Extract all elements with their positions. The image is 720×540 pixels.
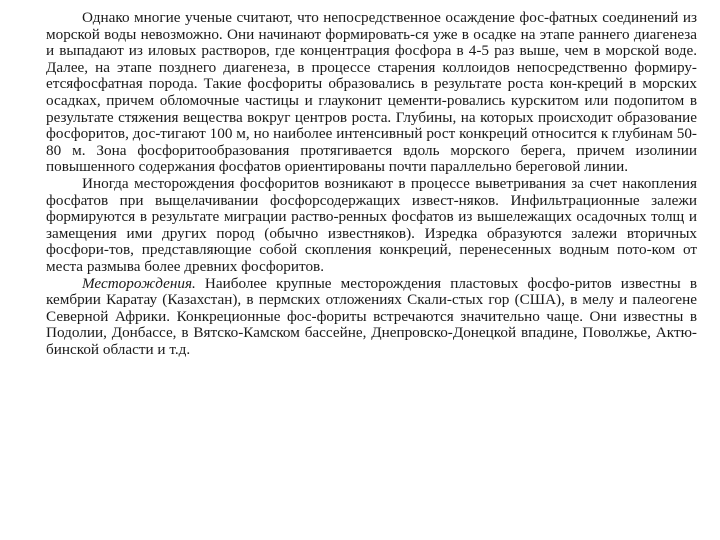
paragraph-diagenesis: Однако многие ученые считают, что непосредственное осаждение фос-фатных соединений из морской воды невозможно. Они начинают формировать-ся уже в осадке на этапе раннего диагенеза и выпадают из иловых растворов, где концентрация фосфора в 4-5 раз выше, чем в морской воде. Далее, на этапе позднего диагенеза, в процессе старения коллоидов непосредственно формиру-етсяфосфатная порода. Такие фосфориты образовались в результате роста кон-креций в морских осадках, причем обломочные частицы и глауконит цементи-ровались курскитом или подопитом в результате стяжения вещества вокруг центров роста. Глубины, на которых происходит образование фосфоритов, дос-тигают 100 м, но наиболее интенсивный рост конкреций относится к глубинам 50-80 м. Зона фосфоритообразования протягивается вдоль морского берега, причем изолинии повышенного содержания фосфатов ориентированы почти параллельно береговой линии. [46, 9, 697, 176]
deposits-text: Наиболее крупные месторождения пластовых фосфо-ритов известны в кембрии Каратау (Казахстан), в пермских отложениях Скали-стых гор (США), в мелу и палеогене Северной Африки. Конкреционные фос-фориты встречаются значительно чаще. Они известны в Подолии, Донбассе, в Вятско-Камском бассейне, Днепровско-Донецкой впадине, Поволжье, Актю-бинской области и т.д. [46, 274, 697, 358]
paragraph-deposits [46, 276, 697, 359]
body-text [46, 10, 697, 358]
deposits-heading: Месторождения. [82, 274, 196, 292]
paragraph-weathering: Иногда месторождения фосфоритов возникают в процессе выветривания за счет накопления фосфатов при выщелачивании фосфорсодержащих извест-няков. Инфильтрационные залежи формируются в результате миграции раство-ренных фосфатов из вышележащих осадочных толщ и замещения ими других пород (обычно известняков). Изредка образуются залежи вторичных фосфори-тов, представляющие собой скопления конкреций, перенесенных водным пото-ком от места размыва более древних фосфоритов. [46, 174, 697, 275]
